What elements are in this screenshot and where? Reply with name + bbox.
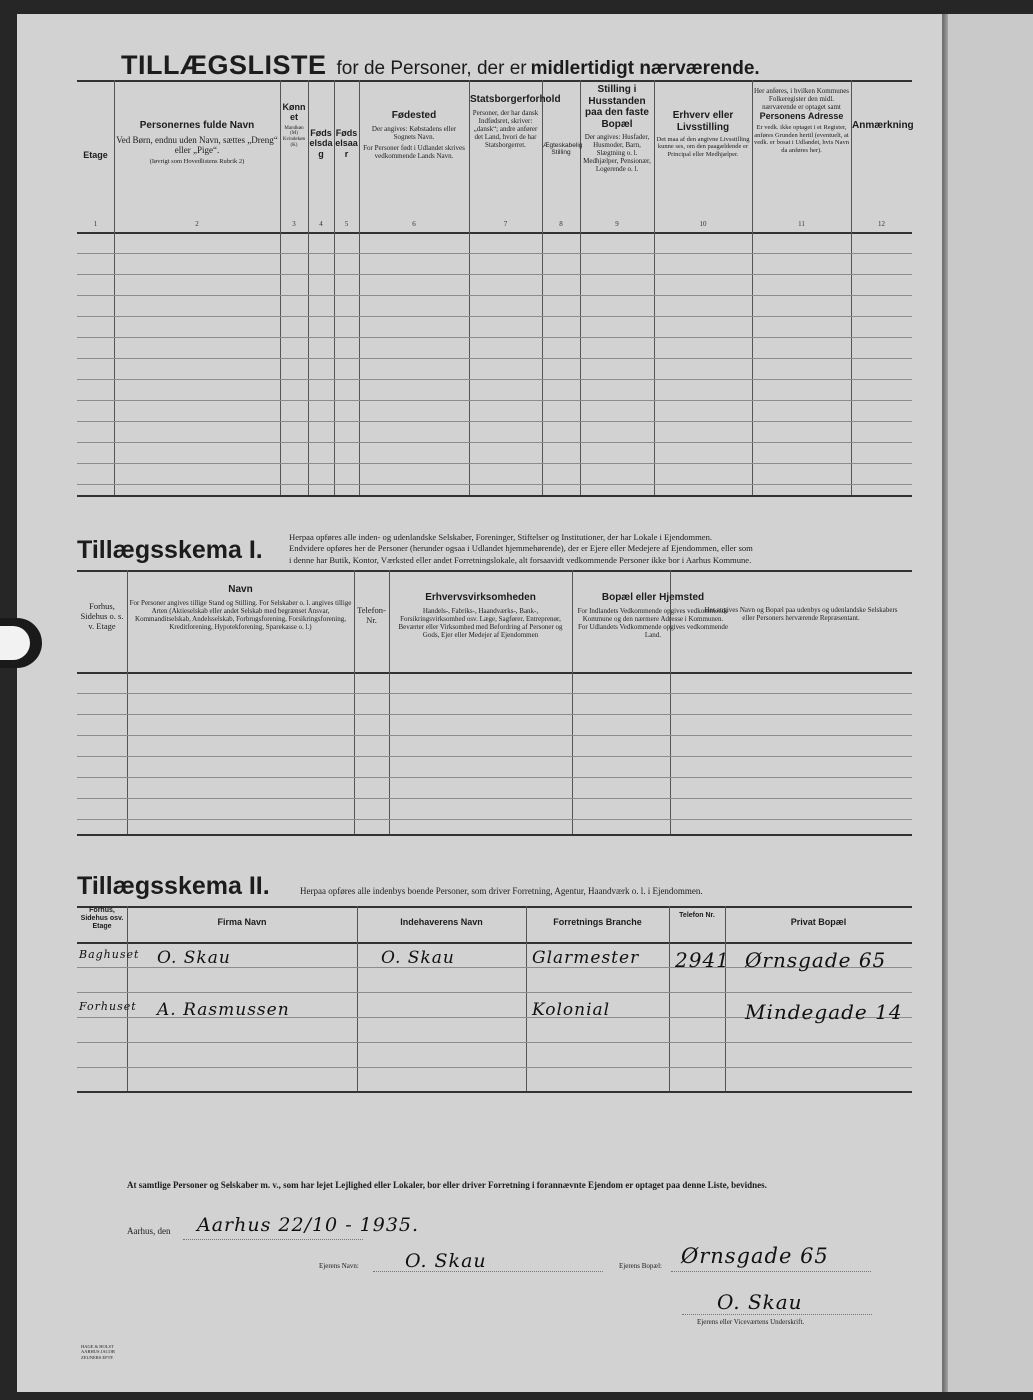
t1-header-title: Fødselsdag <box>309 128 333 159</box>
s2-cell-bopael: Mindegade 14 <box>745 1000 903 1024</box>
t1-header-col-1 <box>78 150 113 160</box>
s2-header-col-5: Telefon Nr. <box>679 912 715 919</box>
t1-row-line <box>77 337 912 338</box>
t1-header-col-3 <box>281 102 307 149</box>
skema1-intro-line-3: i denne har Butik, Kontor, Værksted eller andet Forretningslokale, alt forsaavidt vedkommende Personer ikke bor i Aarhus Kommune. <box>289 554 752 565</box>
s2-header-col-1: Forhus, Sidehus osv. Etage <box>80 907 124 931</box>
t1-header-title: Fødselsaar <box>335 128 358 159</box>
owner-address-line <box>671 1271 871 1272</box>
t1-row-line <box>77 358 912 359</box>
t1-header-sub: Det maa af den angivne Livsstilling kunne ses, om den paagældende er Principal eller Medhjælper. <box>656 136 750 158</box>
s2-col-divider <box>669 906 670 1091</box>
s2-cell-etage: Baghuset <box>79 948 140 961</box>
s1-row-line <box>77 798 912 799</box>
t1-header-title: Etage <box>83 150 108 160</box>
t1-header-col-6 <box>360 110 468 160</box>
t1-col-number: 5 <box>344 220 349 228</box>
skema2-intro: Herpaa opføres alle indenbys boende Personer, som driver Forretning, Agentur, Haandværk o. l. i Ejendommen. <box>300 886 703 896</box>
s1-col-bopael-sub2: For Udlandets Vedkommende opgives vedkommende Land. <box>578 622 728 639</box>
t1-header-sub: Ved Børn, endnu uden Navn, sættes „Dreng“ eller „Pige“. <box>116 134 278 155</box>
t1-header-title: Personernes fulde Navn <box>139 120 255 131</box>
s2-col-divider <box>127 906 128 1091</box>
s2-cell-etage: Forhuset <box>79 1000 137 1013</box>
s2-bottom-border <box>77 1091 912 1093</box>
s2-header-border <box>77 942 912 944</box>
s1-header-col-3 <box>356 606 387 626</box>
t1-row-line <box>77 253 912 254</box>
t1-row-line <box>77 274 912 275</box>
t1-header-col-9 <box>581 84 653 173</box>
s2-cell-indehaver: O. Skau <box>381 948 455 968</box>
t1-header-sub: Der angives: Købstadens eller Sognets Navn. <box>371 124 457 141</box>
t1-header-title: Kønnet <box>282 102 306 123</box>
s2-header-col-2: Firma Navn <box>217 917 267 927</box>
s2-row-line <box>77 1042 912 1043</box>
t1-top-border <box>77 80 912 82</box>
s1-col-etage: Forhus, Sidehus o. s. v. Etage <box>80 601 124 631</box>
t1-row-line <box>77 295 912 296</box>
s1-col-bopael-title: Bopæl eller Hjemsted <box>601 592 705 603</box>
t1-header-col-7 <box>470 94 561 149</box>
signature-handwritten: O. Skau <box>717 1290 803 1314</box>
t1-row-line <box>77 379 912 380</box>
s2-row-line <box>77 992 912 993</box>
s1-top-border <box>77 570 912 572</box>
s1-row-line <box>77 777 912 778</box>
t1-col-number: 8 <box>559 220 563 228</box>
t1-header-sub: For Personer født i Udlandet skrives vedkommende Lands Navn. <box>363 143 465 160</box>
next-page-edge <box>944 14 1033 1392</box>
owner-name-handwritten: O. Skau <box>405 1250 487 1272</box>
t1-header-title: Anmærkning <box>852 120 914 131</box>
t1-bottom-border <box>77 495 912 497</box>
t1-header-col-11 <box>753 84 850 154</box>
s1-header-border <box>77 672 912 674</box>
s2-cell-branche: Glarmester <box>532 948 640 968</box>
t1-col-number: 11 <box>798 220 805 228</box>
t1-col-number: 10 <box>699 220 707 228</box>
s1-row-line <box>77 714 912 715</box>
s1-row-line <box>77 819 912 820</box>
s1-col-erhverv-title: Erhvervsvirksomheden <box>425 592 536 603</box>
owner-address-handwritten: Ørnsgade 65 <box>681 1244 829 1268</box>
t1-header-sub: Er vedk. ikke optaget i et Register, anføres Grunden hertil (eventuelt, at vedk. er bosat i Udlandet, hvis Navn da anføres her). <box>754 124 849 154</box>
skema2-title: Tillægsskema II. <box>77 872 270 900</box>
s1-bottom-border <box>77 834 912 836</box>
t1-header-sub: (Iøvrigt som Hovedlistens Rubrik 2) <box>149 158 245 166</box>
s2-header-col-4: Forretnings Branche <box>553 917 642 927</box>
s1-row-line <box>77 756 912 757</box>
s2-cell-telefon: 2941 <box>675 948 730 972</box>
t1-col-number: 6 <box>412 220 416 228</box>
t1-header-col-12 <box>852 120 914 132</box>
owner-name-label: Ejerens Navn: <box>319 1262 359 1270</box>
t1-row-line <box>77 316 912 317</box>
s1-col-divider <box>389 570 390 834</box>
s1-col-telefon: Telefon-Nr. <box>357 605 386 625</box>
t1-header-title: Stilling i Husstanden paa den faste Bopæl <box>585 84 649 130</box>
owner-name-line <box>373 1271 603 1272</box>
t1-header-sub: Der angives: Husfader, Husmoder, Barn, Slægtning o. l. Medhjælper, Pensionær, Logerende o. l. <box>583 133 651 174</box>
skema1-intro-line-2: Endvidere opføres her de Personer (herunder ogsaa i Udlandet hjemmehørende), der er Ejere eller Medejere af Ejendommen, eller som <box>289 543 753 554</box>
t1-header-col-4 <box>309 128 333 159</box>
page-title <box>121 50 760 81</box>
signature-label: Ejerens eller Viceværtens Underskrift. <box>697 1318 805 1326</box>
t1-col-divider <box>851 80 852 495</box>
s1-col-repr: Her angives Navn og Bopæl paa udenbys og udenlandske Selskabers eller Personers herværende Repræsentant. <box>704 606 898 623</box>
footer-statement: At samtlige Personer og Selskaber m. v., som har lejet Lejlighed eller Lokaler, bor eller driver Forretning i forannævnte Ejendom er optaget paa denne Liste, bevidnes. <box>127 1180 767 1190</box>
skema1-intro <box>289 532 917 566</box>
t1-header-title: Personens Adresse <box>759 111 844 122</box>
s2-col-divider <box>526 906 527 1091</box>
title-main: TILLÆGSLISTE <box>121 50 327 80</box>
s2-row-line <box>77 1067 912 1068</box>
s2-col-divider <box>357 906 358 1091</box>
s1-header-col-4 <box>391 592 570 639</box>
document-page <box>17 14 942 1392</box>
t1-col-number: 2 <box>195 220 199 228</box>
s1-col-divider <box>572 570 573 834</box>
s1-col-divider <box>127 570 128 834</box>
t1-header-col-10 <box>655 110 751 158</box>
s2-header-col-6: Privat Bopæl <box>790 917 847 927</box>
t1-header-col-8 <box>543 142 583 157</box>
s1-col-bopael-sub1: For Indlandets Vedkommende opgives vedkommende Kommune og den nærmere Adresse i Kommunen. <box>577 606 729 623</box>
t1-col-number: 9 <box>615 220 619 228</box>
s2-col-divider <box>725 906 726 1091</box>
title-rest-1: for de Personer, der er <box>336 58 527 79</box>
t1-row-line <box>77 484 912 485</box>
t1-header-col-2 <box>115 120 279 166</box>
t1-col-number: 4 <box>319 220 323 228</box>
s1-col-navn-title: Navn <box>228 584 253 595</box>
t1-row-line <box>77 400 912 401</box>
s2-cell-firma: O. Skau <box>157 948 231 968</box>
s1-col-navn-sub: For Personer angives tillige Stand og Stilling. For Selskaber o. l. angives tillige Arten (Aktieselskab eller andet Selskab med begrænset Ansvar, Kommanditselskab, Andelsselskab, Forbrugsforening, Forsikringsforening, Kreditforening, Hypotekforening, Sparekasse o. l.) <box>129 598 352 631</box>
skema1-intro-line-1: Herpaa opføres alle inden- og udenlandske Selskaber, Foreninger, Stiftelser og Institutioner, der har Lokale i Ejendommen. <box>289 532 713 542</box>
t1-col-number: 3 <box>292 220 296 228</box>
s2-cell-bopael: Ørnsgade 65 <box>745 948 887 972</box>
t1-col-number: 1 <box>93 220 98 228</box>
s1-header-col-1 <box>79 602 125 631</box>
footer-date-handwritten: Aarhus 22/10 - 1935. <box>197 1214 420 1236</box>
t1-col-number: 7 <box>503 220 508 228</box>
s2-header-col-3: Indehaverens Navn <box>400 917 483 927</box>
t1-row-line <box>77 421 912 422</box>
t1-header-title: Statsborgerforhold <box>470 94 561 105</box>
s1-col-erhverv-sub: Handels-, Fabriks-, Haandværks-, Bank-, Forsikringsvirksomhed osv. Læge, Sagfører, Entreprenør, Beværter eller Virksomhed med Befordring af Personer og Gods, Ejer eller Medejer af Ejendommen <box>398 606 563 639</box>
t1-header-title: Fødested <box>391 110 437 121</box>
s1-col-divider <box>354 570 355 834</box>
s2-cell-firma: A. Rasmussen <box>157 1000 290 1020</box>
t1-header-sub: Mandkøn (M) Kvindekøn (K) <box>282 125 306 148</box>
date-line <box>183 1239 363 1240</box>
t1-header-sub: Her anføres, i hvilken Kommunes Folkeregister den midl. nærværende er optaget samt <box>753 87 850 112</box>
t1-row-line <box>77 442 912 443</box>
footer-place-label: Aarhus, den <box>127 1226 171 1236</box>
signature-line <box>682 1314 872 1315</box>
t1-header-border <box>77 232 912 234</box>
title-rest-2: midlertidigt nærværende. <box>530 58 760 79</box>
s1-row-line <box>77 735 912 736</box>
printer-mark: HAGE & HOLST AARHUS JACOB ZEUNERS EFTF. <box>81 1344 115 1360</box>
s2-top-border <box>77 906 912 908</box>
t1-col-number: 12 <box>878 220 885 228</box>
t1-header-title: Ægteskabelig Stilling <box>543 142 583 157</box>
t1-header-col-5 <box>335 128 358 159</box>
s2-cell-branche: Kolonial <box>532 1000 611 1020</box>
t1-row-line <box>77 463 912 464</box>
s1-row-line <box>77 693 912 694</box>
skema1-title: Tillægsskema I. <box>77 536 263 564</box>
owner-address-label: Ejerens Bopæl: <box>619 1262 662 1270</box>
s1-header-col-2 <box>129 584 352 631</box>
t1-header-sub: Personer, der har dansk Indfødsret, skriver: „dansk“; andre anfører det Land, hvori de har Statsborgerret. <box>472 108 539 149</box>
t1-header-title: Erhverv eller Livsstilling <box>672 110 734 133</box>
